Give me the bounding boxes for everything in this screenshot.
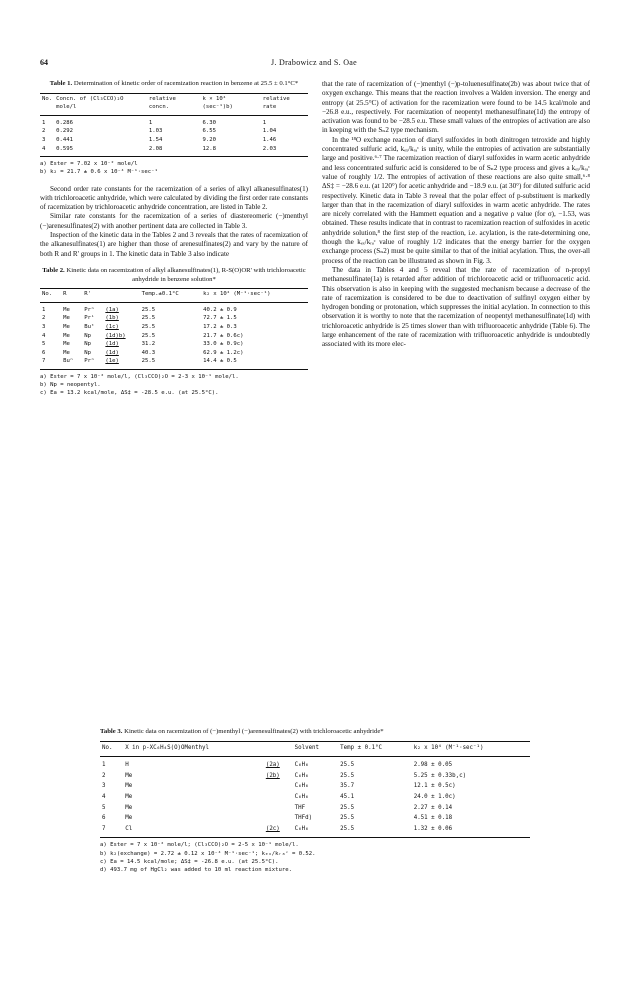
page-number: 64 [40, 58, 48, 67]
table-3-header: k₂ x 10⁴ (M⁻¹·sec⁻¹) [412, 741, 530, 757]
table-2-header: No. [40, 289, 61, 303]
table-row: 2 Me (2b) C₆H₆ 25.5 5.25 ± 0.33b,c) [102, 772, 467, 779]
right-column [322, 80, 590, 350]
table-2 [40, 267, 308, 398]
table-row: 5 Me Np (1d) 31.2 33.0 ± 0.9c) [42, 341, 244, 348]
table-2-header: k₂ x 10⁴ (M⁻¹·sec⁻¹) [201, 289, 308, 303]
table-row: 1 Me Prⁿ (1a) 25.5 40.2 ± 0.9 [42, 306, 237, 313]
running-header-authors: J. Drabowicz and S. Oae [271, 58, 357, 67]
table-2-header: R [61, 289, 82, 303]
table-1-header: k × 10⁴ (sec⁻¹)b) [201, 93, 261, 115]
body-paragraph: In the ¹⁸O exchange reaction of diaryl sulfoxides in both dinitrogen tetroxide and highly concentrated sulfuric acid, kₑₓ/kᵣₐᶜ is unity, while the entropies of activation are substantially large and positive.⁶·⁷ The racemization reaction of diaryl sulfoxides in warm acetic anhydride and less concentrated sulfuric acid is considered to be of Sₙ2 type process and gives a kₑₓ/kᵣₐᶜ value of roughly 1/2. The entropies of activation of these reactions are also quite small,⁶·⁸ ΔS‡ = −28.6 e.u. (at 120°) for acetic anhydride and −18.9 e.u. (at 30°) for diluted sulfuric acid respectively. Kinetic data in Table 3 reveal that the polar effect of p-substituent is markedly larger than that in the racemization of diaryl sulfoxides in warm acetic anhydride. The rates are nicely correlated with the Hammett equation and a negative ρ value (for σ), −1.53, was obtained. These results indicate that in contrast to racemization reaction of sulfoxides in acetic anhydride solution,⁸ the first step of the reaction, i.e. acylation, is the rate-determining one, though the kₑₓ/kᵣₐᶜ value of roughly 1/2 indicates that the energy barrier for the oxygen exchange process (Sₙ2) must be quite similar to that of the initial acylation. Thus, the over-all process of the reaction can be illustrated as shown in Fig. 3. [322, 135, 590, 265]
left-column [40, 80, 308, 397]
body-paragraph: that the rate of racemization of (−)menthyl (−)p-toluenesulfinate(2b) was about twice that of oxygen exchange. This means that the reaction involves a Walden inversion. The energy and entropy (at 25.5°C) of activation for the racemization were found to be 14.5 kcal/mole and −26.8 e.u., respectively. For racemization of neopentyl methanesulfinate(1d) the entropy of activation was found to be −28.5 e.u. These small values of the entropies of activation are also in keeping with the Sₙ2 type mechanism. [322, 80, 590, 135]
table-3-caption: Table 3. Kinetic data on racemization of (−)menthyl (−)arenesulfinates(2) with trichloroacetic anhydride* [100, 728, 384, 735]
table-row: 4 Me Np (1d)b) 25.5 21.7 ± 0.6c) [42, 332, 244, 339]
table-3-header: Temp ± 0.1°C [338, 741, 412, 757]
table-row: 3 0.441 1.54 9.20 1.46 [42, 136, 277, 143]
body-paragraph: Inspection of the kinetic data in the Tables 2 and 3 reveals that the rates of racemization of the alkanesulfinates(1) are higher than those of arenesulfinates(2) and vary by the nature of both R and R' groups in 1. The kinetic data in Table 3 also indicate [40, 231, 308, 258]
table-row: 3 Me Buᵗ (1c) 25.5 17.2 ± 0.3 [42, 323, 237, 330]
table-row: 1 0.286 1 6.30 1 [42, 119, 267, 126]
table-3-header: No. [100, 741, 123, 757]
table-row: 4 Me C₆H₆ 45.1 24.0 ± 1.0c) [102, 793, 456, 800]
table-row: 3 Me C₆H₆ 35.7 12.1 ± 0.5c) [102, 783, 456, 790]
table-2-header [103, 289, 139, 303]
table-row: 6 Me THFd) 25.5 4.51 ± 0.18 [102, 815, 453, 822]
table-3-header: X in p-XC₆H₄S(O)OMenthyl [123, 741, 264, 757]
running-header [40, 58, 588, 70]
table-row: 2 Me Prⁱ (1b) 25.5 72.7 ± 1.5 [42, 315, 237, 322]
table-1-header: relative concn. [147, 93, 201, 115]
table-1-header: Concn. of (Cl₃CCO)₂O mole/l [54, 93, 147, 115]
table-row: 2 0.292 1.03 6.55 1.04 [42, 128, 277, 135]
table-3-grid [100, 741, 530, 839]
table-2-footnotes: a) Ester = 7 x 10⁻² mole/l, (Cl₃CCO)₂O = 2-3 x 10⁻¹ mole/l. b) Np = neopentyl. c) Ea = 13.2 kcal/mole, ΔS‡ = -28.5 e.u. (at 25.5°C). [40, 373, 239, 397]
table-1-header: relative rate [261, 93, 308, 115]
table-1-grid [40, 93, 308, 158]
table-2-caption: Table 2. Kinetic data on racemization of alkyl alkanesulfinates(1), R-S(O)OR' with trichloroacetic anhydride in benzene solution* [42, 266, 306, 283]
table-row: 6 Me Np (1d) 40.3 62.9 ± 1.2c) [42, 349, 244, 356]
table-3-header: Solvent [293, 741, 339, 757]
table-2-header: R' [82, 289, 103, 303]
table-row: 4 0.595 2.08 12.8 2.03 [40, 145, 308, 157]
table-2-grid [40, 288, 308, 370]
table-2-header: Temp.±0.1°C [140, 289, 201, 303]
body-paragraph: Second order rate constants for the racemization of a series of alkyl alkanesulfinates(1) with trichloroacetic anhydride, which were calculated by dividing the first order rate constants of racemization by trichloroacetic anhydride concentration, are listed in Table 2. [40, 184, 308, 212]
table-3-header [264, 741, 293, 757]
table-1-header: No. [40, 93, 54, 115]
table-1-footnotes: a) Ester = 7.02 x 10⁻² mole/l b) k₂ = 21.7 ± 0.6 x 10⁻⁴ M⁻¹·sec⁻¹ [40, 161, 158, 176]
table-1-caption: Table 1. Determination of kinetic order of racemization reaction in benzene at 25.5 ± 0.1°C* [49, 80, 299, 87]
table-row: 5 Me THF 25.5 2.27 ± 0.14 [102, 804, 453, 811]
table-3 [100, 728, 530, 874]
table-row: 1 H (2a) C₆H₆ 25.5 2.98 ± 0.05 [102, 762, 453, 769]
table-row: 7 Buⁿ Prⁿ (1e) 25.5 14.4 ± 0.5 [40, 357, 308, 369]
table-1 [40, 80, 308, 177]
body-paragraph: Similar rate constants for the racemization of a series of diastereomeric (−)menthyl (−)arenesulfinates(2) with another pertinent data are collected in Table 3. [40, 212, 308, 230]
table-3-footnotes: a) Ester = 7 x 10⁻² mole/l; (Cl₃CCO)₂O = 2-5 x 10⁻¹ mole/l. b) k₂(exchange) = 2.72 ± 0.12 x 10⁻⁴ M⁻¹·sec⁻¹; kₑₓ/kᵣₐᶜ = 0.52. c) Ea = 14.5 kcal/mole; ΔS‡ = -26.8 e.u. (at 25.5°C). d) 493.7 mg of HgCl₂ was added to 10 ml reaction mixture. [100, 842, 316, 873]
body-paragraph: The data in Tables 4 and 5 reveal that the rate of racemization of n-propyl methanesulfinate(1a) is retarded after addition of trichloroacetic acid or trifluoroacetic acid. This observation is also in keeping with the suggested mechanism because a decrease of the rate of racemization is considered to be due to deactivation of sulfinyl oxygen either by hydrogen bonding or protonation, which suppresses the initial acylation. In connection to this observation it is worthy to note that the racemization of neopentyl methanesulfinate(1d) with trichloroacetic anhydride is 25 times slower than with trifluoroacetic anhydride (Table 6). The large enhancement of the rate of racemization with trifluoroacetic anhydride is undoubtedly associated with its more elec- [322, 265, 590, 349]
table-row: 7 Cl (2c) C₆H₆ 25.5 1.32 ± 0.06 [100, 824, 530, 838]
